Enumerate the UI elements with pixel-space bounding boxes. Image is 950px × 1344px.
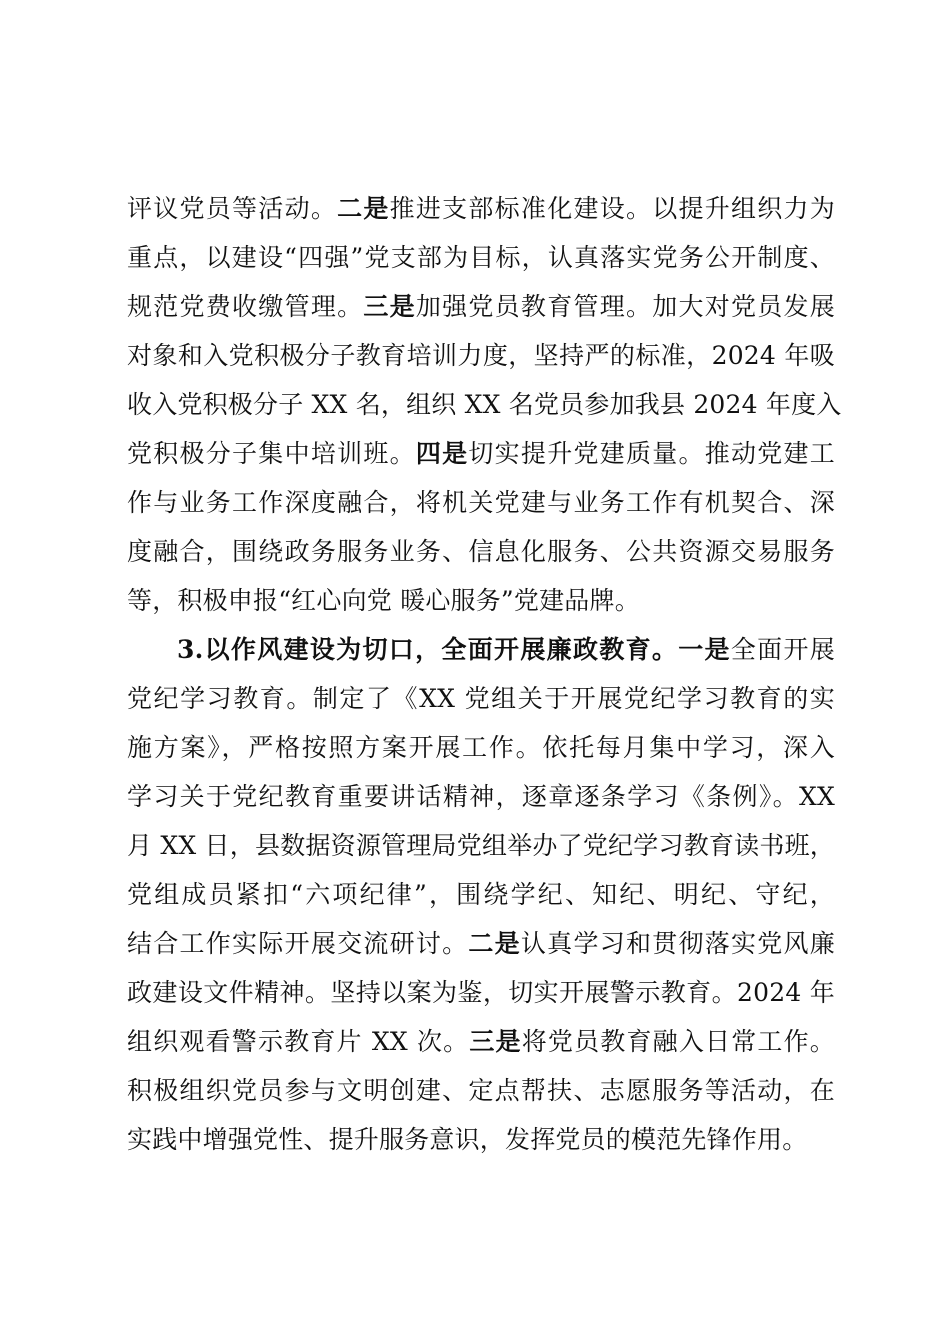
- text-line: [127, 919, 835, 968]
- text-line: [127, 282, 835, 331]
- text-run: 重点，以建设“四强”党支部为目标，认真落实党务公开制度、: [127, 243, 835, 272]
- text-run: 收入党积极分子 XX 名，组织 XX 名党员参加我县 2024 年度入: [127, 390, 842, 419]
- text-run: 学习关于党纪教育重要讲话精神，逐章逐条学习《条例》。XX: [127, 782, 835, 811]
- text-run: 党组成员紧扣“六项纪律”，围绕学纪、知纪、明纪、守纪，: [127, 880, 835, 909]
- body-text: [127, 184, 842, 1164]
- text-run: 结合工作实际开展交流研讨。: [127, 929, 469, 958]
- text-run: 切实提升党建质量。推动党建工: [468, 439, 835, 468]
- text-line: [127, 1017, 835, 1066]
- text-line: [127, 429, 835, 478]
- text-run: 推进支部标准化建设。以提升组织力为: [389, 194, 835, 223]
- bold-run: 四是: [415, 439, 469, 468]
- text-run: 作与业务工作深度融合，将机关党建与业务工作有机契合、深: [127, 488, 835, 517]
- bold-run: 二是: [468, 929, 521, 958]
- text-run: 将党员教育融入日常工作。: [521, 1027, 836, 1056]
- section-heading: 3.以作风建设为切口，全面开展廉政教育。: [177, 635, 679, 664]
- section-heading-line: [127, 625, 835, 674]
- text-line: [127, 478, 835, 527]
- text-run: 政建设文件精神。坚持以案为鉴，切实开展警示教育。2024 年: [127, 978, 835, 1007]
- text-run: 党积极分子集中培训班。: [127, 439, 416, 468]
- text-run: 度融合，围绕政务服务业务、信息化服务、公共资源交易服务: [127, 537, 835, 566]
- text-line: [127, 331, 835, 380]
- text-run: 月 XX 日，县数据资源管理局党组举办了党纪学习教育读书班，: [127, 831, 835, 860]
- text-run: 评议党员等活动。: [127, 194, 338, 223]
- text-line: [127, 772, 835, 821]
- text-run: 全面开展: [730, 635, 835, 664]
- text-line: [127, 1115, 835, 1164]
- text-run: 认真学习和贯彻落实党风廉: [520, 929, 835, 958]
- text-run: 积极组织党员参与文明创建、定点帮扶、志愿服务等活动，在: [127, 1076, 835, 1105]
- text-run: 等，积极申报“红心向党 暖心服务”党建品牌。: [127, 586, 640, 615]
- text-line: [127, 184, 835, 233]
- text-line: [127, 380, 842, 429]
- bold-run: 一是: [678, 635, 731, 664]
- text-line: [127, 674, 835, 723]
- text-line: [127, 233, 835, 282]
- text-line: [127, 870, 835, 919]
- text-run: 实践中增强党性、提升服务意识，发挥党员的模范先锋作用。: [127, 1125, 808, 1154]
- text-line: [127, 968, 835, 1017]
- text-run: 加强党员教育管理。加大对党员发展: [415, 292, 836, 321]
- text-line: [127, 1066, 835, 1115]
- bold-run: 二是: [337, 194, 390, 223]
- text-line: [127, 527, 835, 576]
- text-line: [127, 821, 835, 870]
- text-line: [127, 723, 835, 772]
- text-run: 施方案》，严格按照方案开展工作。依托每月集中学习，深入: [127, 733, 835, 762]
- text-run: 组织观看警示教育片 XX 次。: [127, 1027, 470, 1056]
- text-line: [127, 576, 835, 625]
- bold-run: 三是: [469, 1027, 522, 1056]
- text-run: 对象和入党积极分子教育培训力度，坚持严的标准，2024 年吸: [127, 341, 835, 370]
- text-run: 党纪学习教育。制定了《XX 党组关于开展党纪学习教育的实: [127, 684, 835, 713]
- text-run: 规范党费收缴管理。: [127, 292, 364, 321]
- bold-run: 三是: [363, 292, 416, 321]
